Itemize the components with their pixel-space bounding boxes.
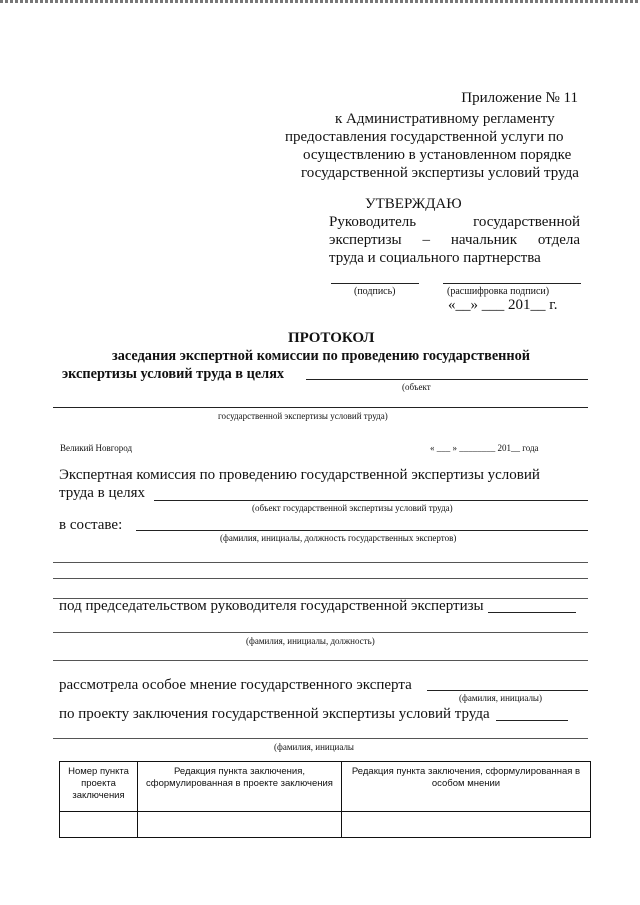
- approval-line-3: труда и социального партнерства: [329, 250, 541, 266]
- appendix-line-2: предоставления государственной услуги по: [285, 129, 564, 145]
- chair-text: под председательством руководителя государственной экспертизы: [59, 598, 484, 614]
- decoding-line: [443, 283, 581, 284]
- composition-caption: (фамилия, инициалы, должность государственных экспертов): [220, 533, 457, 543]
- object-fill-line-2: [53, 407, 588, 408]
- header-clause-number: Номер пункта проекта заключения: [60, 762, 138, 812]
- signature-caption: (подпись): [354, 286, 396, 297]
- protocol-date: « ___ » ________ 201__ года: [430, 443, 539, 453]
- approval-line-1: [329, 214, 580, 231]
- approval-line-2-b: –: [422, 232, 430, 248]
- table-header-row: [60, 762, 591, 812]
- project-fill-line-2: [53, 738, 588, 739]
- composition-label: в составе:: [59, 517, 123, 533]
- appendix-line-3: осуществлению в установленном порядке: [303, 147, 572, 163]
- composition-fill-line-2: [53, 562, 588, 563]
- signature-line: [331, 283, 419, 284]
- reviewed-text: рассмотрела особое мнение государственного эксперта: [59, 677, 412, 693]
- object-caption-b: государственной экспертизы условий труда): [218, 411, 388, 421]
- approval-line-2-a: экспертизы: [329, 232, 402, 248]
- appendix-line-1: к Административному регламенту: [335, 111, 555, 127]
- approval-line-1-left: Руководитель: [329, 214, 417, 230]
- document-subtitle: заседания экспертной комиссии по проведению государственной: [112, 348, 531, 364]
- approval-heading: УТВЕРЖДАЮ: [365, 196, 462, 212]
- paragraph-1-line-1: Экспертная комиссия по проведению государственной экспертизы условий: [59, 467, 540, 483]
- header-opinion-wording: Редакция пункта заключения, сформулированная в особом мнении: [342, 762, 591, 812]
- reviewed-fill-line: [427, 690, 588, 691]
- approval-line-2-d: отдела: [537, 232, 580, 248]
- appendix-line-4: государственной экспертизы условий труда: [301, 165, 579, 181]
- reviewed-caption: (фамилия, инициалы): [459, 693, 542, 703]
- project-text: по проекту заключения государственной экспертизы условий труда: [59, 706, 490, 722]
- table-cell[interactable]: [60, 812, 138, 838]
- scan-top-edge: [0, 0, 640, 3]
- object-caption-a: (объект: [402, 382, 431, 392]
- project-fill-line: [496, 720, 568, 721]
- approval-line-2-c: начальник: [450, 232, 517, 248]
- project-caption: (фамилия, инициалы: [274, 742, 354, 752]
- table-cell[interactable]: [342, 812, 591, 838]
- purpose-fill-line: [154, 500, 588, 501]
- chair-fill-line: [488, 612, 576, 613]
- city: Великий Новгород: [60, 443, 133, 453]
- table-cell[interactable]: [138, 812, 342, 838]
- chair-fill-line-2: [53, 632, 588, 633]
- header-project-wording: Редакция пункта заключения, сформулированная в проекте заключения: [138, 762, 342, 812]
- opinion-table: [59, 761, 591, 838]
- document-title: ПРОТОКОЛ: [288, 330, 375, 346]
- composition-fill-line-3: [53, 578, 588, 579]
- approval-line-2: [329, 232, 580, 249]
- composition-fill-line: [136, 530, 588, 531]
- document-subtitle-2: экспертизы условий труда в целях: [62, 366, 285, 382]
- chair-caption: (фамилия, инициалы, должность): [246, 636, 375, 646]
- chair-fill-line-3: [53, 660, 588, 661]
- approval-line-1-right: государственной: [473, 214, 580, 230]
- purpose-caption: (объект государственной экспертизы условий труда): [252, 503, 453, 513]
- table-row: [60, 812, 591, 838]
- paragraph-1-line-2: труда в целях: [59, 485, 146, 501]
- decoding-caption: (расшифровка подписи): [447, 286, 550, 297]
- object-fill-line: [306, 379, 588, 380]
- appendix-number: Приложение № 11: [461, 90, 578, 106]
- approval-date: «__» ___ 201__ г.: [448, 297, 558, 313]
